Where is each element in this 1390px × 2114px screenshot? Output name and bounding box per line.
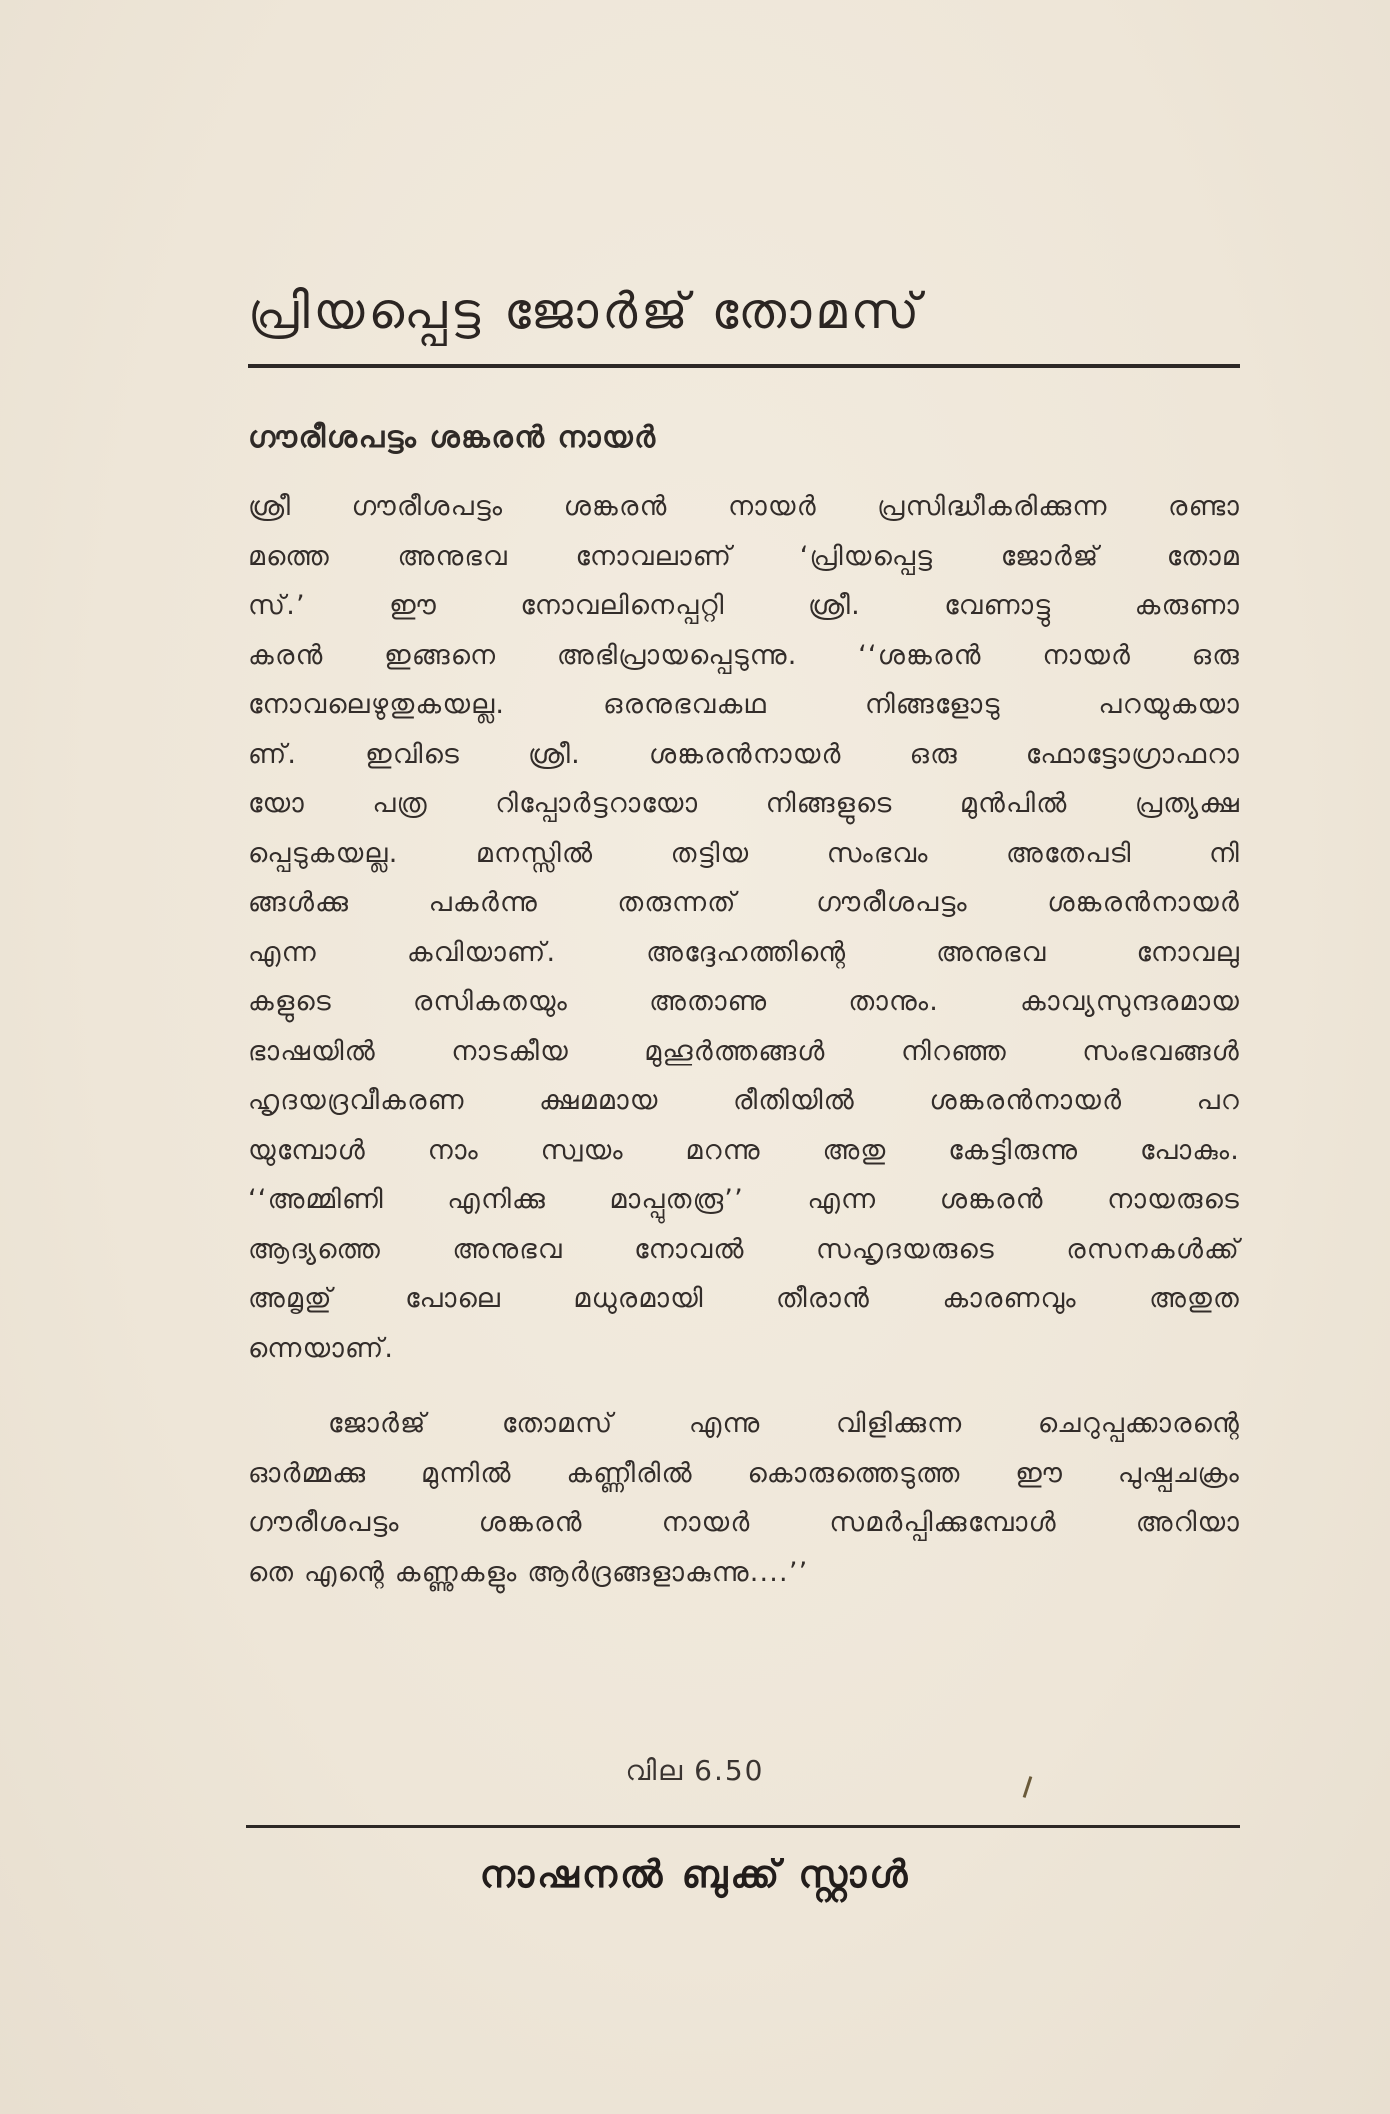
publisher-name: നാഷനൽ ബുക്ക് സ്റ്റാൾ [479,1852,911,1896]
blurb-line: ശ്രീ ഗൗരീശപട്ടം ശങ്കരൻ നായർ പ്രസിദ്ധീകരിക്കുന്ന രണ്ടാ [248,491,1240,522]
blurb-line: ജോർജ് തോമസ് എന്നു വിളിക്കുന്ന ചെറുപ്പക്കാരന്റെ [328,1408,1240,1439]
blurb-line: അമൃതു് പോലെ മധുരമായി തീരാൻ കാരണവും അതുത [248,1283,1240,1314]
blurb-line: കരൻ ഇങ്ങനെ അഭിപ്രായപ്പെടുന്നു. ‘‘ശങ്കരൻ നായർ ഒരു [248,639,1240,671]
price-label: വില [625,1754,685,1787]
blurb-line: നോവലെഴുതുകയല്ല. ഒരനുഭവകഥ നിങ്ങളോടു പറയുകയാ [248,689,1240,720]
blurb-line: ഭാഷയിൽ നാടകീയ മുഹൂർത്തങ്ങൾ നിറഞ്ഞ സംഭവങ്ങൾ [248,1035,1240,1067]
blurb [248,482,1240,1597]
blurb-line: യോ പത്ര റിപ്പോർട്ടറായോ നിങ്ങളുടെ മുൻപിൽ പ്രത്യക്ഷ [248,788,1240,819]
blurb-line: യുമ്പോൾ നാം സ്വയം മറന്നു അതു കേട്ടിരുന്നു പോകും. [248,1134,1240,1166]
paragraph-gap [248,1373,1240,1399]
blurb-line: ണ്. ഇവിടെ ശ്രീ. ശങ്കരൻനായർ ഒരു ഫോട്ടോഗ്രാഫറാ [248,738,1240,770]
publisher-rule [246,1825,1240,1828]
blurb-line: തെ എന്റെ കണ്ണുകളും ആർദ്രങ്ങളാകുന്നു....’’ [248,1556,809,1588]
blurb-line: ന്നെയാണ്. [248,1332,395,1364]
author-name: ഗൗരീശപട്ടം ശങ്കരൻ നായർ [248,420,657,455]
blurb-line: ങ്ങൾക്കു പകർന്നു തരുന്നത് ഗൗരീശപട്ടം ശങ്കരൻനായർ [248,887,1240,918]
blurb-line: ഓർമ്മക്കു മുന്നിൽ കണ്ണീരിൽ കൊരുത്തെടുത്ത ഈ പുഷ്പചക്രം [248,1457,1240,1489]
blurb-line: മത്തെ അനുഭവ നോവലാണ് ‘പ്രിയപ്പെട്ട ജോർജ് തോമ [248,540,1240,572]
blurb-line: ‘‘അമ്മിണി എനിക്കു മാപ്പുതരൂ’’ എന്ന ശങ്കരൻ നായരുടെ [248,1184,1240,1215]
blurb-line: ഗൗരീശപട്ടം ശങ്കരൻ നായർ സമർപ്പിക്കുമ്പോൾ അറിയാ [248,1507,1240,1538]
blurb-line: കളുടെ രസികതയും അതാണു താനും. കാവ്യസുന്ദരമായ [248,986,1240,1017]
title-underline [248,364,1240,368]
blurb-line: ഹൃദയദ്രവീകരണ ക്ഷമമായ രീതിയിൽ ശങ്കരൻനായർ പറ [248,1085,1240,1116]
blurb-line: സ്.’ ഈ നോവലിനെപ്പറ്റി ശ്രീ. വേണാട്ടു കരുണാ [248,590,1240,621]
blurb-line: പ്പെടുകയല്ല. മനസ്സിൽ തട്ടിയ സംഭവം അതേപടി നി [248,837,1240,869]
blurb-line: ആദ്യത്തെ അനുഭവ നോവൽ സഹൃദയരുടെ രസനകൾക്ക് [248,1233,1240,1265]
book-title: പ്രിയപ്പെട്ട ജോർജ് തോമസ് [248,282,924,340]
price [0,1754,1390,1788]
blurb-line: എന്ന കവിയാണ്. അദ്ദേഹത്തിന്റെ അനുഭവ നോവലു [248,936,1240,968]
price-value: 6.50 [694,1754,765,1787]
